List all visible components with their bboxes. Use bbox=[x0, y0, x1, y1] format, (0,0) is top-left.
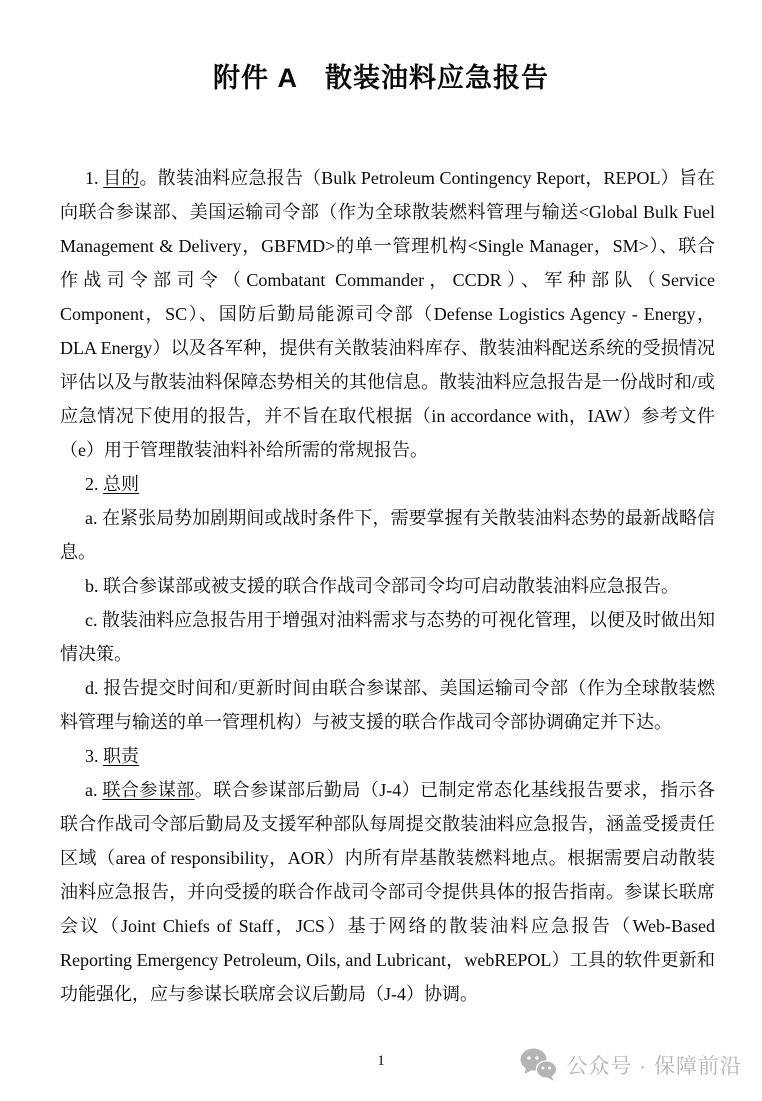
paragraph bbox=[60, 773, 715, 1011]
paragraph-text: 。联合参谋部后勤局（J-4）已制定常态化基线报告要求，指示各联合作战司令部后勤局及支援军种部队每周提交散装油料应急报告，涵盖受援责任区域（area of responsibility，AOR）内所有岸基散装燃料地点。根据需要启动散装油料应急报告，并向受援的联合作战司令部司令提供具体的报告指南。参谋长联席会议（Joint Chiefs of Staff，JCS）基于网络的散装油料应急报告（Web-Based Reporting Emergency Petroleum, Oils, and Lubricant，webREPOL）工具的软件更新和功能强化，应与参谋长联席会议后勤局（J-4）协调。 bbox=[60, 780, 716, 1004]
watermark-text: 公众号 · 保障前沿 bbox=[566, 1054, 742, 1078]
paragraph bbox=[60, 161, 715, 467]
paragraph-text: b. 联合参谋部或被支援的联合作战司令部司令均可启动散装油料应急报告。 bbox=[85, 576, 679, 596]
paragraph-text: 3. bbox=[85, 746, 103, 766]
paragraph bbox=[60, 569, 715, 603]
paragraph-text: d. 报告提交时间和/更新时间由联合参谋部、美国运输司令部（作为全球散装燃料管理与输送的单一管理机构）与被支援的联合作战司令部协调确定并下达。 bbox=[60, 678, 715, 732]
page-number: 1 bbox=[377, 1053, 385, 1069]
underlined-heading-text: 职责 bbox=[103, 746, 139, 766]
paragraph bbox=[60, 739, 715, 773]
watermark bbox=[520, 1048, 742, 1081]
paragraph-text: c. 散装油料应急报告用于增强对油料需求与态势的可视化管理，以便及时做出知情决策。 bbox=[60, 610, 715, 664]
page-title: 附件 A 散装油料应急报告 bbox=[213, 63, 549, 93]
paragraph-text: a. 在紧张局势加剧期间或战时条件下，需要掌握有关散装油料态势的最新战略信息。 bbox=[60, 508, 715, 562]
underlined-heading-text: 联合参谋部 bbox=[102, 780, 195, 800]
paragraph-text: 1. bbox=[85, 168, 104, 188]
paragraph-text: 。散装油料应急报告（Bulk Petroleum Contingency Report，REPOL）旨在向联合参谋部、美国运输司令部（作为全球散装燃料管理与输送<Global Bulk Fuel Management & Delivery，GBFMD>的单一管理机构<Single Manager，SM>）、联合作战司令部司令（Combatant Commander，CCDR）、军种部队（Service Component，SC）、国防后勤局能源司令部（Defense Logistics Agency - Energy，DLA Energy）以及各军种，提供有关散装油料库存、散装油料配送系统的受损情况评估以及与散装油料保障态势相关的其他信息。散装油料应急报告是一份战时和/或应急情况下使用的报告，并不旨在取代根据（in accordance with，IAW）参考文件（e）用于管理散装油料补给所需的常规报告。 bbox=[60, 168, 716, 460]
paragraph-text: 2. bbox=[85, 474, 103, 494]
paragraph bbox=[60, 467, 715, 501]
underlined-heading-text: 目的 bbox=[103, 168, 140, 188]
underlined-heading-text: 总则 bbox=[103, 474, 139, 494]
paragraph bbox=[60, 501, 715, 569]
paragraph bbox=[60, 603, 715, 671]
wechat-icon bbox=[520, 1048, 557, 1081]
paragraph bbox=[60, 671, 715, 739]
paragraph-text: a. bbox=[85, 780, 103, 800]
document-body bbox=[60, 161, 715, 1011]
